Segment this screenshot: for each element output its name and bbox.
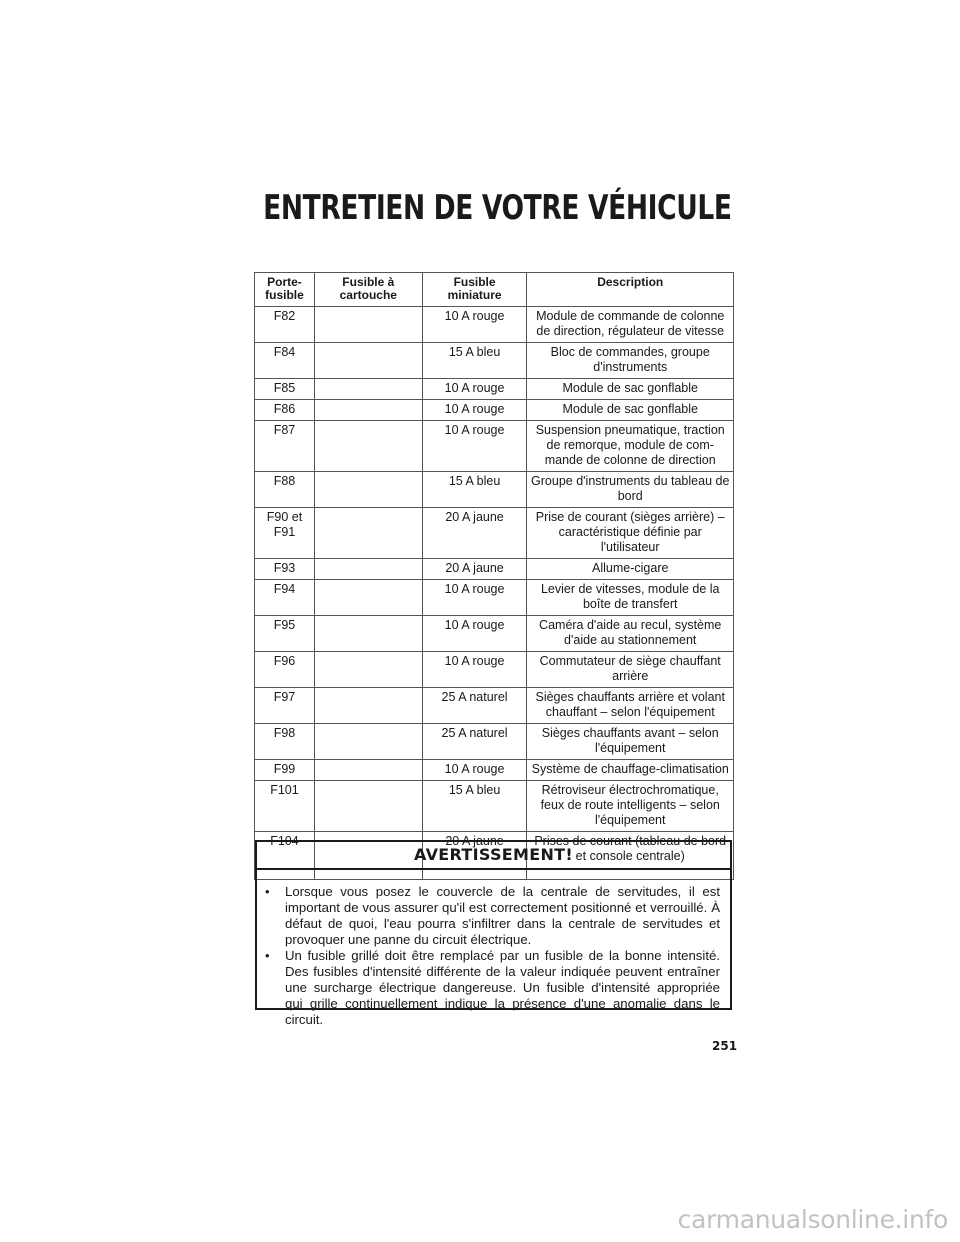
warning-item-text: Lorsque vous posez le couvercle de la centrale de servitudes, il est important de vous assurer qu'il est correctement positionné et verrouillé. À défaut de quoi, l'eau pourra s'infiltrer dans la centrale de servitudes et provoquer une panne du circuit électrique. xyxy=(285,884,720,947)
warning-item xyxy=(265,884,720,948)
table-header-row xyxy=(255,273,734,307)
cell-fusible-cartouche xyxy=(314,688,422,724)
table-row xyxy=(255,688,734,724)
page-number: 251 xyxy=(712,1039,738,1053)
cell-fusible-cartouche xyxy=(314,760,422,781)
bullet-icon: • xyxy=(265,884,270,899)
cell-porte-fusible: F90 et F91 xyxy=(255,508,315,559)
table-row xyxy=(255,652,734,688)
cell-fusible-miniature: 20 A jaune xyxy=(422,832,527,880)
column-header-fusible-miniature: Fusible miniature xyxy=(422,273,527,307)
table-row xyxy=(255,559,734,580)
cell-description: Module de sac gonflable xyxy=(527,400,734,421)
warning-box xyxy=(255,840,732,1027)
cell-porte-fusible: F99 xyxy=(255,760,315,781)
watermark: carmanualsonline.info xyxy=(677,1205,948,1234)
cell-porte-fusible: F94 xyxy=(255,580,315,616)
cell-description: Sièges chauffants arrière et volant chauffant – selon l'équipement xyxy=(527,688,734,724)
cell-fusible-miniature: 25 A naturel xyxy=(422,724,527,760)
cell-fusible-miniature: 20 A jaune xyxy=(422,559,527,580)
table-row xyxy=(255,400,734,421)
column-header-fusible-cartouche: Fusible à cartouche xyxy=(314,273,422,307)
cell-fusible-cartouche xyxy=(314,379,422,400)
cell-fusible-miniature: 25 A naturel xyxy=(422,688,527,724)
cell-fusible-miniature: 15 A bleu xyxy=(422,343,527,379)
table-row xyxy=(255,379,734,400)
cell-fusible-cartouche xyxy=(314,616,422,652)
cell-fusible-cartouche xyxy=(314,421,422,472)
cell-fusible-miniature: 15 A bleu xyxy=(422,472,527,508)
cell-porte-fusible: F101 xyxy=(255,781,315,832)
cell-description: Sièges chauffants avant – selon l'équipement xyxy=(527,724,734,760)
cell-fusible-miniature: 10 A rouge xyxy=(422,421,527,472)
cell-porte-fusible: F86 xyxy=(255,400,315,421)
cell-fusible-miniature: 20 A jaune xyxy=(422,508,527,559)
cell-fusible-miniature: 10 A rouge xyxy=(422,307,527,343)
cell-porte-fusible: F98 xyxy=(255,724,315,760)
cell-fusible-cartouche xyxy=(314,652,422,688)
cell-description: Suspension pneumatique, traction de remorque, module de com-mande de colonne de direction xyxy=(527,421,734,472)
cell-description: Rétroviseur électrochromatique, feux de route intelligents – selon l'équipement xyxy=(527,781,734,832)
cell-fusible-miniature: 10 A rouge xyxy=(422,400,527,421)
cell-description: Commutateur de siège chauffant arrière xyxy=(527,652,734,688)
cell-fusible-miniature: 10 A rouge xyxy=(422,580,527,616)
warning-item xyxy=(265,948,720,1028)
cell-fusible-cartouche xyxy=(314,307,422,343)
table-row xyxy=(255,616,734,652)
cell-fusible-cartouche xyxy=(314,724,422,760)
cell-description: Prise de courant (sièges arrière) – caractéristique définie par l'utilisateur xyxy=(527,508,734,559)
table-row xyxy=(255,508,734,559)
table-row xyxy=(255,343,734,379)
cell-fusible-cartouche xyxy=(314,508,422,559)
cell-porte-fusible: F93 xyxy=(255,559,315,580)
cell-description: Module de sac gonflable xyxy=(527,379,734,400)
section-title: ENTRETIEN DE VOTRE VÉHICULE xyxy=(263,188,732,228)
warning-item-text: Un fusible grillé doit être remplacé par un fusible de la bonne intensité. Des fusibles d'intensité différente de la valeur indiquée peuvent entraîner une surcharge électrique dangereuse. Un fusible d'intensité appropriée qui grille continuellement indique la présence d'une anomalie dans le circuit. xyxy=(285,948,720,1027)
cell-fusible-cartouche xyxy=(314,472,422,508)
warning-list xyxy=(257,870,730,1028)
cell-porte-fusible: F96 xyxy=(255,652,315,688)
table-row xyxy=(255,781,734,832)
cell-description: Système de chauffage-climatisation xyxy=(527,760,734,781)
column-header-description: Description xyxy=(527,273,734,307)
cell-fusible-cartouche xyxy=(314,559,422,580)
cell-description: Levier de vitesses, module de la boîte de transfert xyxy=(527,580,734,616)
fuse-table xyxy=(254,272,734,880)
cell-fusible-miniature: 10 A rouge xyxy=(422,760,527,781)
table-row xyxy=(255,472,734,508)
warning-title: AVERTISSEMENT! xyxy=(257,842,730,870)
table-row xyxy=(255,421,734,472)
cell-porte-fusible: F95 xyxy=(255,616,315,652)
cell-fusible-miniature: 10 A rouge xyxy=(422,379,527,400)
cell-porte-fusible: F88 xyxy=(255,472,315,508)
cell-fusible-miniature: 10 A rouge xyxy=(422,652,527,688)
cell-porte-fusible: F82 xyxy=(255,307,315,343)
table-row xyxy=(255,307,734,343)
cell-porte-fusible: F84 xyxy=(255,343,315,379)
cell-fusible-miniature: 10 A rouge xyxy=(422,616,527,652)
cell-porte-fusible: F87 xyxy=(255,421,315,472)
cell-fusible-cartouche xyxy=(314,781,422,832)
table-row xyxy=(255,580,734,616)
cell-description: Prises de courant (tableau de bord et console centrale) xyxy=(527,832,734,880)
cell-fusible-cartouche xyxy=(314,343,422,379)
column-header-porte-fusible: Porte- fusible xyxy=(255,273,315,307)
cell-description: Caméra d'aide au recul, système d'aide au stationnement xyxy=(527,616,734,652)
cell-fusible-cartouche xyxy=(314,580,422,616)
cell-porte-fusible: F85 xyxy=(255,379,315,400)
cell-description: Allume-cigare xyxy=(527,559,734,580)
table-row xyxy=(255,760,734,781)
cell-fusible-cartouche xyxy=(314,400,422,421)
cell-porte-fusible: F97 xyxy=(255,688,315,724)
cell-description: Module de commande de colonne de direction, régulateur de vitesse xyxy=(527,307,734,343)
cell-porte-fusible: F104 xyxy=(255,832,315,880)
bullet-icon: • xyxy=(265,948,270,963)
cell-description: Bloc de commandes, groupe d'instruments xyxy=(527,343,734,379)
cell-fusible-miniature: 15 A bleu xyxy=(422,781,527,832)
cell-description: Groupe d'instruments du tableau de bord xyxy=(527,472,734,508)
table-row xyxy=(255,724,734,760)
